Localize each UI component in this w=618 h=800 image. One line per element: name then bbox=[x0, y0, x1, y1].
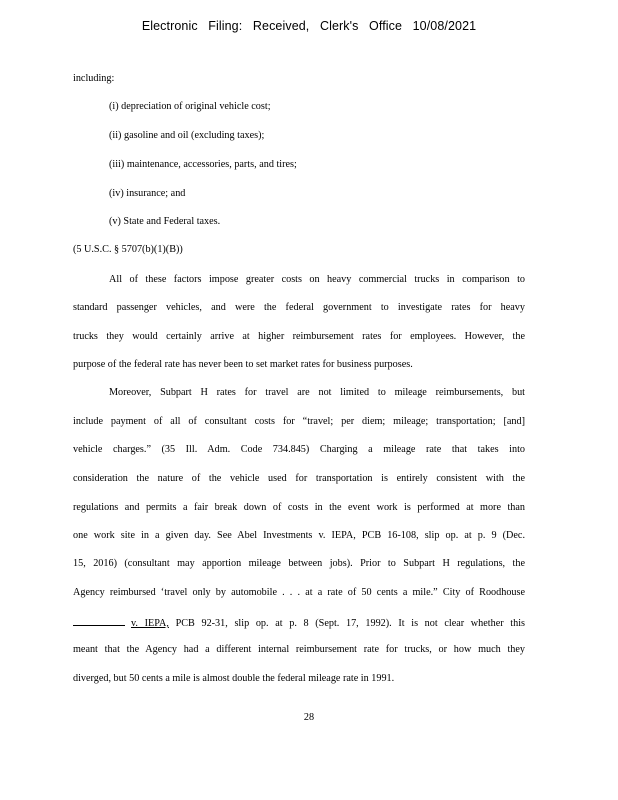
paragraph-line: All of these factors impose greater costs on heavy commercial trucks in comparison to bbox=[109, 274, 525, 285]
list-item: (iv) insurance; and bbox=[109, 188, 186, 199]
paragraph-line: one work site in a given day. See Abel Investments v. IEPA, PCB 16-108, slip op. at p. 9 (Dec. bbox=[73, 530, 525, 541]
filing-stamp-header: Electronic Filing: Received, Clerk's Office 10/08/2021 bbox=[141, 19, 477, 33]
case-cite-rest: PCB 92-31, slip op. at p. 8 (Sept. 17, 1992). It is not clear whether this bbox=[175, 618, 525, 629]
blank-underline bbox=[73, 615, 125, 626]
paragraph-line: meant that the Agency had a different internal reimbursement rate for trucks, or how much they bbox=[73, 644, 525, 655]
list-item: (v) State and Federal taxes. bbox=[109, 216, 221, 227]
statute-citation: (5 U.S.C. § 5707(b)(1)(B)) bbox=[73, 244, 183, 255]
paragraph-line: diverged, but 50 cents a mile is almost double the federal mileage rate in 1991. bbox=[73, 673, 395, 684]
case-name-underlined: v. IEPA, bbox=[131, 618, 169, 629]
paragraph-line-case-cite bbox=[73, 615, 525, 629]
list-item: (ii) gasoline and oil (excluding taxes); bbox=[109, 130, 265, 141]
paragraph-line: purpose of the federal rate has never been to set market rates for business purposes. bbox=[73, 359, 413, 370]
paragraph-line: Moreover, Subpart H rates for travel are not limited to mileage reimbursements, but bbox=[109, 387, 525, 398]
page-number: 28 bbox=[303, 712, 315, 723]
paragraph-line: vehicle charges.” (35 Ill. Adm. Code 734.845) Charging a mileage rate that takes into bbox=[73, 444, 525, 455]
intro-text: including: bbox=[73, 73, 115, 84]
paragraph-line: consideration the nature of the vehicle used for transportation is entirely consistent with the bbox=[73, 473, 525, 484]
paragraph-line: standard passenger vehicles, and were the federal government to investigate rates for heavy bbox=[73, 302, 525, 313]
paragraph-line: include payment of all of consultant costs for “travel; per diem; mileage; transportation; [and] bbox=[73, 416, 525, 427]
list-item: (i) depreciation of original vehicle cost; bbox=[109, 101, 271, 112]
paragraph-line: 15, 2016) (consultant may apportion mileage between jobs). Prior to Subpart H regulations, the bbox=[73, 558, 525, 569]
list-item: (iii) maintenance, accessories, parts, and tires; bbox=[109, 159, 297, 170]
paragraph-line: Agency reimbursed ‘travel only by automobile . . . at a rate of 50 cents a mile.” City of Roodhouse bbox=[73, 587, 525, 598]
paragraph-line: trucks they would certainly arrive at higher reimbursement rates for employees. However, the bbox=[73, 331, 525, 342]
paragraph-line: regulations and permits a fair break down of costs in the event work is performed at more than bbox=[73, 502, 525, 513]
